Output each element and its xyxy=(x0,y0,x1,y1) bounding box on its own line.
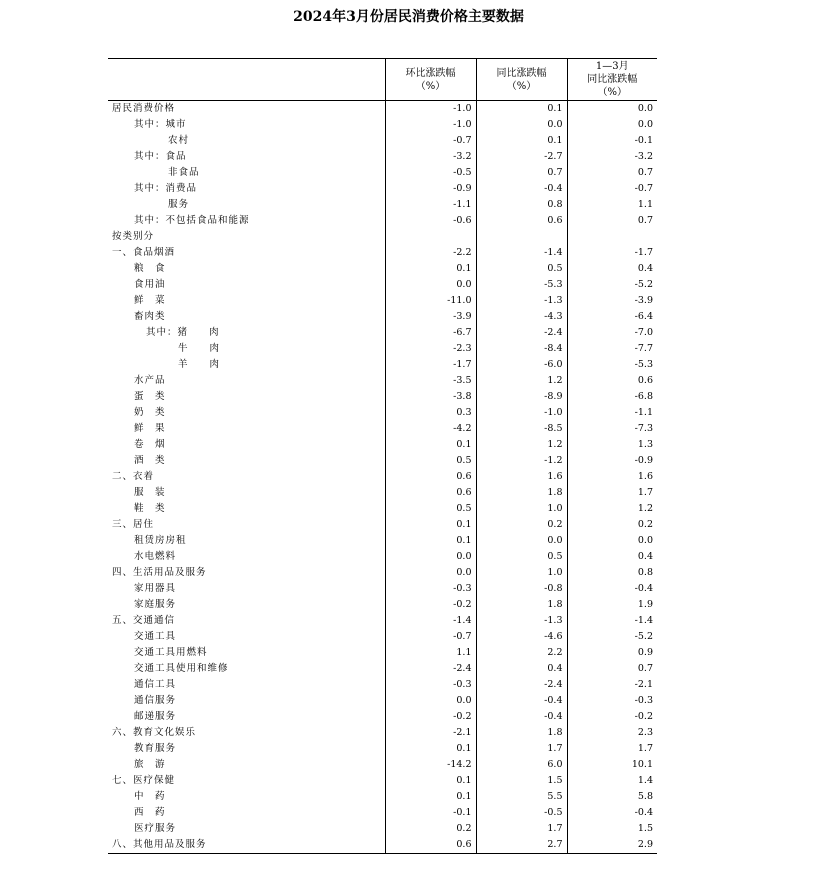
row-label: 通信工具 xyxy=(134,679,177,690)
cell-mom: -0.7 xyxy=(385,133,476,149)
cell-mom: 0.1 xyxy=(385,533,476,549)
cell-yoy: 0.7 xyxy=(476,165,567,181)
table-row xyxy=(108,101,657,118)
cell-yoy: -1.3 xyxy=(476,613,567,629)
cell-ytd: -1.1 xyxy=(567,405,657,421)
cell-mom: 0.1 xyxy=(385,437,476,453)
table-row xyxy=(108,421,657,437)
cell-yoy: -6.0 xyxy=(476,357,567,373)
cell-mom: -0.3 xyxy=(385,581,476,597)
table-row xyxy=(108,277,657,293)
cell-ytd: -7.7 xyxy=(567,341,657,357)
row-label: 水产品 xyxy=(134,375,166,386)
table-row xyxy=(108,213,657,229)
table-header xyxy=(108,59,657,101)
cell-ytd: 0.0 xyxy=(567,533,657,549)
cell-mom: -2.2 xyxy=(385,245,476,261)
cell-ytd: -1.4 xyxy=(567,613,657,629)
cell-ytd: 0.4 xyxy=(567,261,657,277)
cell-mom: -4.2 xyxy=(385,421,476,437)
cell-mom: 0.1 xyxy=(385,773,476,789)
cell-ytd: -0.4 xyxy=(567,581,657,597)
cell-yoy: 1.8 xyxy=(476,485,567,501)
row-label: 按类别分 xyxy=(112,231,155,242)
table-row xyxy=(108,341,657,357)
cell-mom: -3.9 xyxy=(385,309,476,325)
row-label: 羊 肉 xyxy=(178,359,221,370)
cell-mom: -6.7 xyxy=(385,325,476,341)
cell-yoy: -1.3 xyxy=(476,293,567,309)
cell-mom: -1.7 xyxy=(385,357,476,373)
table-row xyxy=(108,133,657,149)
cell-yoy: 1.8 xyxy=(476,725,567,741)
row-label: 鞋 类 xyxy=(134,503,166,514)
row-label: 租赁房房租 xyxy=(134,535,187,546)
cell-mom: -3.8 xyxy=(385,389,476,405)
cell-ytd: 1.9 xyxy=(567,597,657,613)
table-row xyxy=(108,581,657,597)
row-label: 农村 xyxy=(168,135,190,146)
table-row xyxy=(108,741,657,757)
table-row xyxy=(108,309,657,325)
cell-mom: -1.0 xyxy=(385,117,476,133)
header-ytd-line3: （%） xyxy=(597,87,627,98)
cell-yoy: -2.4 xyxy=(476,677,567,693)
cell-yoy: 0.0 xyxy=(476,117,567,133)
row-label: 家庭服务 xyxy=(134,599,177,610)
cell-ytd: -0.9 xyxy=(567,453,657,469)
cell-mom xyxy=(385,229,476,245)
cell-mom: -3.5 xyxy=(385,373,476,389)
table-row xyxy=(108,405,657,421)
cell-mom: 0.6 xyxy=(385,469,476,485)
cell-mom: -0.2 xyxy=(385,709,476,725)
table-row xyxy=(108,389,657,405)
cell-mom: -0.7 xyxy=(385,629,476,645)
cell-mom: -0.6 xyxy=(385,213,476,229)
cell-yoy: 0.1 xyxy=(476,133,567,149)
cell-ytd: -6.8 xyxy=(567,389,657,405)
row-label: 六、教育文化娱乐 xyxy=(112,727,197,738)
table-row xyxy=(108,165,657,181)
cell-mom: -2.1 xyxy=(385,725,476,741)
cell-yoy: -4.6 xyxy=(476,629,567,645)
cell-yoy: -0.5 xyxy=(476,805,567,821)
cell-ytd: -1.7 xyxy=(567,245,657,261)
cell-ytd: 1.3 xyxy=(567,437,657,453)
cell-yoy: 6.0 xyxy=(476,757,567,773)
table-row xyxy=(108,533,657,549)
row-label: 非食品 xyxy=(168,167,200,178)
header-blank xyxy=(108,59,385,101)
table-row xyxy=(108,677,657,693)
row-label: 食用油 xyxy=(134,279,166,290)
row-label: 奶 类 xyxy=(134,407,166,418)
cell-ytd: 0.6 xyxy=(567,373,657,389)
cell-mom: -11.0 xyxy=(385,293,476,309)
cell-yoy: 1.6 xyxy=(476,469,567,485)
row-label: 四、生活用品及服务 xyxy=(112,567,207,578)
cell-ytd: 1.7 xyxy=(567,741,657,757)
cell-yoy: -2.4 xyxy=(476,325,567,341)
row-label: 畜肉类 xyxy=(134,311,166,322)
row-label: 七、医疗保健 xyxy=(112,775,176,786)
cell-ytd: -3.9 xyxy=(567,293,657,309)
cell-mom: -0.5 xyxy=(385,165,476,181)
cell-yoy: 0.1 xyxy=(476,101,567,118)
table-row xyxy=(108,117,657,133)
cell-yoy: 1.8 xyxy=(476,597,567,613)
row-label: 其中：猪 肉 xyxy=(146,327,220,338)
cell-ytd: -0.7 xyxy=(567,181,657,197)
cell-ytd: -0.4 xyxy=(567,805,657,821)
cell-ytd: -3.2 xyxy=(567,149,657,165)
cell-ytd: 1.5 xyxy=(567,821,657,837)
cell-mom: -0.1 xyxy=(385,805,476,821)
row-label: 服 装 xyxy=(134,487,166,498)
cell-yoy: 5.5 xyxy=(476,789,567,805)
cell-mom: -2.4 xyxy=(385,661,476,677)
cell-mom: 0.1 xyxy=(385,789,476,805)
header-mom-line1: 环比涨跌幅 xyxy=(405,67,456,79)
cell-yoy xyxy=(476,229,567,245)
cell-yoy: -0.8 xyxy=(476,581,567,597)
cell-ytd: 2.3 xyxy=(567,725,657,741)
cell-yoy: 0.5 xyxy=(476,261,567,277)
cell-yoy: 2.2 xyxy=(476,645,567,661)
table-row xyxy=(108,597,657,613)
cell-yoy: 1.5 xyxy=(476,773,567,789)
row-label: 医疗服务 xyxy=(134,823,177,834)
cell-ytd: 1.6 xyxy=(567,469,657,485)
cell-mom: 0.6 xyxy=(385,485,476,501)
table-row xyxy=(108,645,657,661)
cell-mom: 0.1 xyxy=(385,741,476,757)
row-label: 卷 烟 xyxy=(134,439,166,450)
row-label: 交通工具 xyxy=(134,631,177,642)
header-ytd xyxy=(567,59,657,101)
table-row xyxy=(108,261,657,277)
cell-ytd: -6.4 xyxy=(567,309,657,325)
cell-mom: 0.0 xyxy=(385,277,476,293)
cell-mom: 0.6 xyxy=(385,837,476,854)
cell-yoy: -4.3 xyxy=(476,309,567,325)
cell-mom: -0.3 xyxy=(385,677,476,693)
table-row xyxy=(108,517,657,533)
cell-yoy: 2.7 xyxy=(476,837,567,854)
table-row xyxy=(108,613,657,629)
page-title: 2024年3月份居民消费价格主要数据 xyxy=(293,9,524,25)
cell-ytd: 0.4 xyxy=(567,549,657,565)
cell-yoy: 1.0 xyxy=(476,501,567,517)
cell-yoy: -0.4 xyxy=(476,181,567,197)
cell-mom: 0.2 xyxy=(385,821,476,837)
cell-ytd: 10.1 xyxy=(567,757,657,773)
cell-ytd: 0.7 xyxy=(567,213,657,229)
cell-yoy: 0.2 xyxy=(476,517,567,533)
row-label: 交通工具用燃料 xyxy=(134,647,208,658)
table-row xyxy=(108,485,657,501)
table-row xyxy=(108,565,657,581)
cell-yoy: -1.4 xyxy=(476,245,567,261)
row-label: 交通工具使用和维修 xyxy=(134,663,229,674)
cell-yoy: -8.9 xyxy=(476,389,567,405)
table-row xyxy=(108,693,657,709)
cell-ytd: 0.0 xyxy=(567,101,657,118)
table-row xyxy=(108,837,657,854)
row-label: 教育服务 xyxy=(134,743,177,754)
cell-ytd: 0.9 xyxy=(567,645,657,661)
cell-yoy: -8.4 xyxy=(476,341,567,357)
cell-ytd: 1.7 xyxy=(567,485,657,501)
row-label: 其中：城市 xyxy=(134,119,187,130)
row-label: 鲜 果 xyxy=(134,423,166,434)
table-row xyxy=(108,293,657,309)
cell-yoy: 1.7 xyxy=(476,821,567,837)
cell-yoy: 0.4 xyxy=(476,661,567,677)
cell-mom: 0.1 xyxy=(385,517,476,533)
cell-ytd: -0.1 xyxy=(567,133,657,149)
row-label: 其中：食品 xyxy=(134,151,187,162)
cell-ytd: 0.0 xyxy=(567,117,657,133)
row-label: 二、衣着 xyxy=(112,471,155,482)
row-label: 邮递服务 xyxy=(134,711,177,722)
row-label: 通信服务 xyxy=(134,695,177,706)
cell-ytd: 5.8 xyxy=(567,789,657,805)
row-label: 水电燃料 xyxy=(134,551,177,562)
table-row xyxy=(108,229,657,245)
cell-mom: -14.2 xyxy=(385,757,476,773)
row-label: 一、食品烟酒 xyxy=(112,247,176,258)
cell-yoy: -1.0 xyxy=(476,405,567,421)
header-ytd-line1: 1—3月 xyxy=(595,61,629,72)
table-row xyxy=(108,629,657,645)
header-mom xyxy=(385,59,476,101)
cell-ytd: -5.2 xyxy=(567,629,657,645)
table-row xyxy=(108,373,657,389)
table-row xyxy=(108,757,657,773)
cell-ytd: -5.2 xyxy=(567,277,657,293)
cell-yoy: 1.0 xyxy=(476,565,567,581)
cell-yoy: -2.7 xyxy=(476,149,567,165)
table-row xyxy=(108,501,657,517)
cell-mom: 0.5 xyxy=(385,453,476,469)
table-row xyxy=(108,549,657,565)
header-yoy-line2: （%） xyxy=(506,80,537,92)
cell-mom: 0.0 xyxy=(385,693,476,709)
cell-yoy: 1.2 xyxy=(476,437,567,453)
row-label: 家用器具 xyxy=(134,583,177,594)
cell-yoy: 1.7 xyxy=(476,741,567,757)
table-row xyxy=(108,245,657,261)
cell-yoy: 0.8 xyxy=(476,197,567,213)
cell-mom: -0.9 xyxy=(385,181,476,197)
cell-ytd: -7.0 xyxy=(567,325,657,341)
row-label: 八、其他用品及服务 xyxy=(108,837,385,854)
cell-ytd: 0.8 xyxy=(567,565,657,581)
cell-ytd: -0.3 xyxy=(567,693,657,709)
table-row xyxy=(108,357,657,373)
cell-mom: -0.2 xyxy=(385,597,476,613)
header-yoy xyxy=(476,59,567,101)
table-row xyxy=(108,821,657,837)
header-mom-line2: （%） xyxy=(415,80,446,92)
header-yoy-line1: 同比涨跌幅 xyxy=(496,67,547,79)
cell-mom: 1.1 xyxy=(385,645,476,661)
cell-yoy: -1.2 xyxy=(476,453,567,469)
row-label: 服务 xyxy=(168,199,190,210)
row-label: 中 药 xyxy=(134,791,166,802)
table-row xyxy=(108,197,657,213)
cell-mom: -1.1 xyxy=(385,197,476,213)
cell-ytd: 0.7 xyxy=(567,661,657,677)
cell-yoy: 1.2 xyxy=(476,373,567,389)
cell-ytd: 1.2 xyxy=(567,501,657,517)
header-ytd-line2: 同比涨跌幅 xyxy=(587,74,638,85)
cell-ytd: -2.1 xyxy=(567,677,657,693)
table-row xyxy=(108,789,657,805)
cpi-table xyxy=(108,58,657,854)
table-row xyxy=(108,725,657,741)
cell-yoy: 0.6 xyxy=(476,213,567,229)
row-label: 居民消费价格 xyxy=(112,103,176,114)
cell-mom: 0.5 xyxy=(385,501,476,517)
cell-mom: -3.2 xyxy=(385,149,476,165)
cell-yoy: 0.5 xyxy=(476,549,567,565)
table-row xyxy=(108,469,657,485)
cell-yoy: 0.0 xyxy=(476,533,567,549)
table-row xyxy=(108,805,657,821)
table-body xyxy=(108,101,657,854)
row-label: 鲜 菜 xyxy=(134,295,166,306)
cell-ytd: 0.2 xyxy=(567,517,657,533)
table-row xyxy=(108,453,657,469)
table-row xyxy=(108,149,657,165)
cell-ytd: -7.3 xyxy=(567,421,657,437)
row-label: 旅 游 xyxy=(134,759,166,770)
cell-mom: 0.1 xyxy=(385,261,476,277)
cell-mom: 0.0 xyxy=(385,549,476,565)
table-row xyxy=(108,437,657,453)
row-label: 其中：消费品 xyxy=(134,183,198,194)
cell-ytd: -0.2 xyxy=(567,709,657,725)
cell-yoy: -5.3 xyxy=(476,277,567,293)
row-label: 其中：不包括食品和能源 xyxy=(134,215,250,226)
table-row xyxy=(108,709,657,725)
table-row xyxy=(108,325,657,341)
cell-yoy: -8.5 xyxy=(476,421,567,437)
table-row xyxy=(108,773,657,789)
cell-ytd: 1.1 xyxy=(567,197,657,213)
cell-mom: -1.4 xyxy=(385,613,476,629)
row-label: 三、居住 xyxy=(112,519,155,530)
row-label: 牛 肉 xyxy=(178,343,221,354)
cell-ytd: -5.3 xyxy=(567,357,657,373)
cell-mom: 0.0 xyxy=(385,565,476,581)
cell-mom: -1.0 xyxy=(385,101,476,118)
row-label: 粮 食 xyxy=(134,263,166,274)
table-row xyxy=(108,661,657,677)
cell-yoy: -0.4 xyxy=(476,709,567,725)
cell-ytd: 1.4 xyxy=(567,773,657,789)
row-label: 西 药 xyxy=(134,807,166,818)
cell-ytd: 0.7 xyxy=(567,165,657,181)
cell-ytd: 2.9 xyxy=(567,837,657,854)
cell-yoy: -0.4 xyxy=(476,693,567,709)
row-label: 蛋 类 xyxy=(134,391,166,402)
row-label: 酒 类 xyxy=(134,455,166,466)
cell-mom: 0.3 xyxy=(385,405,476,421)
cell-ytd xyxy=(567,229,657,245)
row-label: 五、交通通信 xyxy=(112,615,176,626)
table-row xyxy=(108,181,657,197)
cell-mom: -2.3 xyxy=(385,341,476,357)
